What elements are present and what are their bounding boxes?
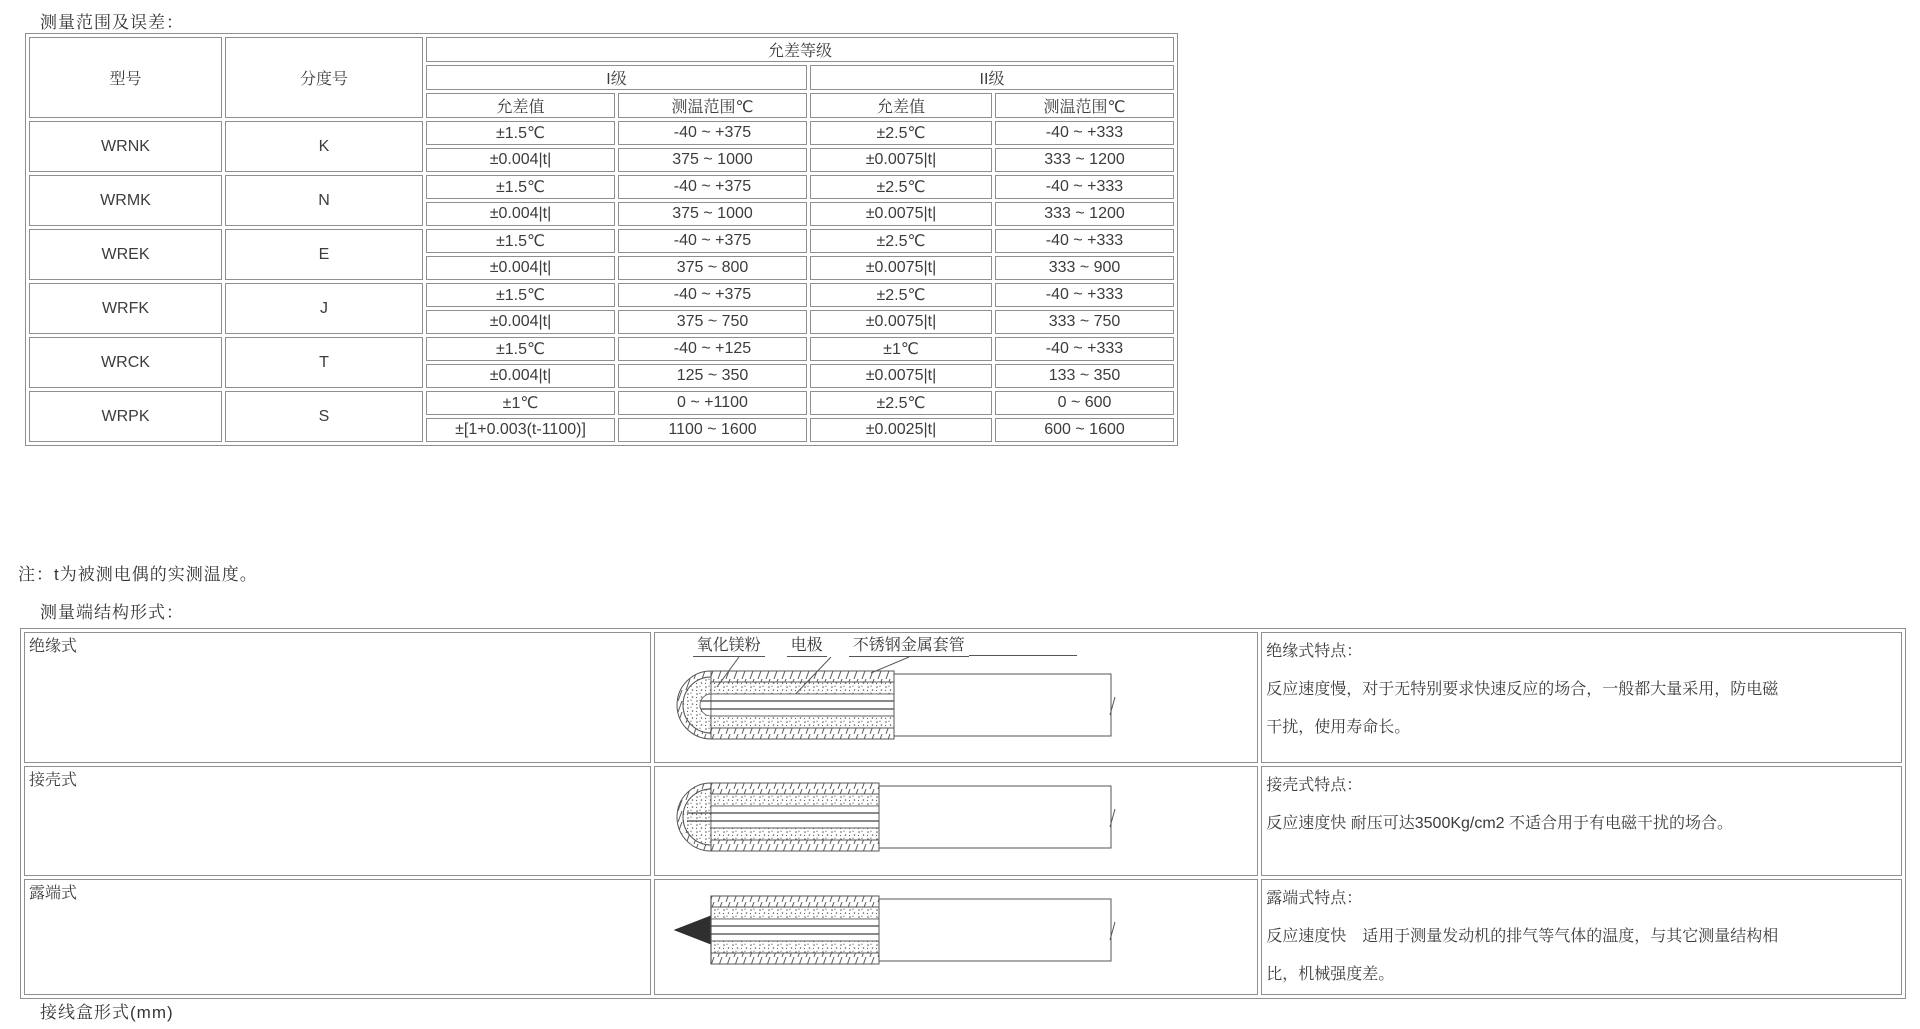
cell: -40 ~ +125 <box>618 337 807 361</box>
exposed-probe-drawing <box>659 880 1259 980</box>
cell: 0 ~ 600 <box>995 391 1174 415</box>
structure-table <box>20 628 1906 999</box>
cell: ±0.004|t| <box>426 202 615 226</box>
structure-diagram-cell <box>654 766 1259 876</box>
cell: ±0.0025|t| <box>810 418 992 442</box>
feature-title: 接壳式特点： <box>1266 777 1363 794</box>
header-tolerance-value: 允差值 <box>426 93 615 118</box>
insulated-diagram <box>659 633 1259 755</box>
diagram-label-sheath: 不锈钢金属套管 <box>849 632 969 657</box>
cell-graduation: J <box>225 283 423 334</box>
cell: -40 ~ +333 <box>995 175 1174 199</box>
header-grade-2: II级 <box>810 65 1174 90</box>
cell: -40 ~ +333 <box>995 337 1174 361</box>
header-model: 型号 <box>29 37 222 118</box>
cell: ±0.0075|t| <box>810 256 992 280</box>
section-title-structure: 测量端结构形式： <box>40 603 184 622</box>
table-row <box>29 229 1174 253</box>
cell: ±2.5℃ <box>810 391 992 415</box>
diagram-label-mgo: 氧化镁粉 <box>693 632 765 657</box>
cell: ±0.0075|t| <box>810 310 992 334</box>
cell: 1100 ~ 1600 <box>618 418 807 442</box>
table-row <box>24 879 1902 995</box>
cell-graduation: E <box>225 229 423 280</box>
cell: ±0.004|t| <box>426 364 615 388</box>
structure-feature <box>1261 632 1902 763</box>
table-row <box>29 391 1174 415</box>
cell: 375 ~ 1000 <box>618 148 807 172</box>
cell-graduation: S <box>225 391 423 442</box>
table-row <box>24 632 1902 763</box>
cell: ±1℃ <box>810 337 992 361</box>
cell: 333 ~ 900 <box>995 256 1174 280</box>
header-tolerance-grade: 允差等级 <box>426 37 1174 62</box>
table-note: 注：t为被测电偶的实测温度。 <box>18 565 258 584</box>
cell-model: WRMK <box>29 175 222 226</box>
cell: 0 ~ +1100 <box>618 391 807 415</box>
cell: ±0.004|t| <box>426 148 615 172</box>
structure-diagram-cell <box>654 879 1259 995</box>
cell-model: WRFK <box>29 283 222 334</box>
cell: ±1.5℃ <box>426 175 615 199</box>
cell-model: WRPK <box>29 391 222 442</box>
cell: -40 ~ +375 <box>618 229 807 253</box>
insulated-probe-drawing <box>659 657 1259 755</box>
cell: -40 ~ +375 <box>618 121 807 145</box>
cell: 333 ~ 750 <box>995 310 1174 334</box>
cell: -40 ~ +375 <box>618 175 807 199</box>
header-graduation: 分度号 <box>225 37 423 118</box>
cell: 333 ~ 1200 <box>995 202 1174 226</box>
feature-line: 反应速度快 适用于测量发动机的排气等气体的温度，与其它测量结构相 <box>1266 928 1779 945</box>
cell: 133 ~ 350 <box>995 364 1174 388</box>
table-row <box>29 37 1174 62</box>
cell: 375 ~ 800 <box>618 256 807 280</box>
cell: ±1.5℃ <box>426 121 615 145</box>
cell: 333 ~ 1200 <box>995 148 1174 172</box>
feature-line: 比，机械强度差。 <box>1266 966 1395 983</box>
feature-line: 反应速度快 耐压可达3500Kg/cm2 不适合用于有电磁干扰的场合。 <box>1266 815 1734 832</box>
cell-graduation: K <box>225 121 423 172</box>
cell: ±[1+0.003(t-1100)] <box>426 418 615 442</box>
cell-model: WRNK <box>29 121 222 172</box>
table-row <box>29 175 1174 199</box>
section-title-junction-box: 接线盒形式(mm) <box>40 1003 174 1022</box>
feature-line: 反应速度慢，对于无特别要求快速反应的场合，一般都大量采用，防电磁 <box>1266 681 1779 698</box>
shell-diagram <box>659 767 1259 867</box>
cell: ±1.5℃ <box>426 283 615 307</box>
feature-line: 干扰，使用寿命长。 <box>1266 719 1411 736</box>
feature-title: 绝缘式特点： <box>1266 643 1363 660</box>
cell: ±2.5℃ <box>810 175 992 199</box>
table-row <box>29 283 1174 307</box>
cell: -40 ~ +375 <box>618 283 807 307</box>
cell: ±0.004|t| <box>426 256 615 280</box>
leader-line <box>969 655 1077 656</box>
structure-feature <box>1261 766 1902 876</box>
cell: ±0.0075|t| <box>810 364 992 388</box>
diagram-labels <box>693 633 1259 657</box>
cell: ±2.5℃ <box>810 283 992 307</box>
cell: 600 ~ 1600 <box>995 418 1174 442</box>
cell: -40 ~ +333 <box>995 283 1174 307</box>
structure-diagram-cell <box>654 632 1259 763</box>
cell: ±1.5℃ <box>426 229 615 253</box>
cell-graduation: T <box>225 337 423 388</box>
table-row <box>24 766 1902 876</box>
cell: ±1℃ <box>426 391 615 415</box>
table-row <box>29 337 1174 361</box>
page-title: 测量范围及误差： <box>40 13 184 32</box>
header-temp-range: 测温范围℃ <box>995 93 1174 118</box>
cell: 125 ~ 350 <box>618 364 807 388</box>
structure-name: 绝缘式 <box>24 632 651 763</box>
structure-name: 接壳式 <box>24 766 651 876</box>
cell: ±1.5℃ <box>426 337 615 361</box>
cell-graduation: N <box>225 175 423 226</box>
cell: ±0.0075|t| <box>810 148 992 172</box>
feature-title: 露端式特点： <box>1266 890 1363 907</box>
cell: 375 ~ 1000 <box>618 202 807 226</box>
cell-model: WREK <box>29 229 222 280</box>
exposed-diagram <box>659 880 1259 980</box>
cell: ±0.0075|t| <box>810 202 992 226</box>
cell: -40 ~ +333 <box>995 229 1174 253</box>
structure-name: 露端式 <box>24 879 651 995</box>
cell-model: WRCK <box>29 337 222 388</box>
shell-probe-drawing <box>659 767 1259 867</box>
header-temp-range: 测温范围℃ <box>618 93 807 118</box>
header-tolerance-value: 允差值 <box>810 93 992 118</box>
range-table <box>25 33 1178 446</box>
cell: ±0.004|t| <box>426 310 615 334</box>
cell: 375 ~ 750 <box>618 310 807 334</box>
cell: -40 ~ +333 <box>995 121 1174 145</box>
structure-feature <box>1261 879 1902 995</box>
header-grade-1: I级 <box>426 65 807 90</box>
cell: ±2.5℃ <box>810 229 992 253</box>
cell: ±2.5℃ <box>810 121 992 145</box>
diagram-label-electrode: 电极 <box>787 632 827 657</box>
table-row <box>29 121 1174 145</box>
